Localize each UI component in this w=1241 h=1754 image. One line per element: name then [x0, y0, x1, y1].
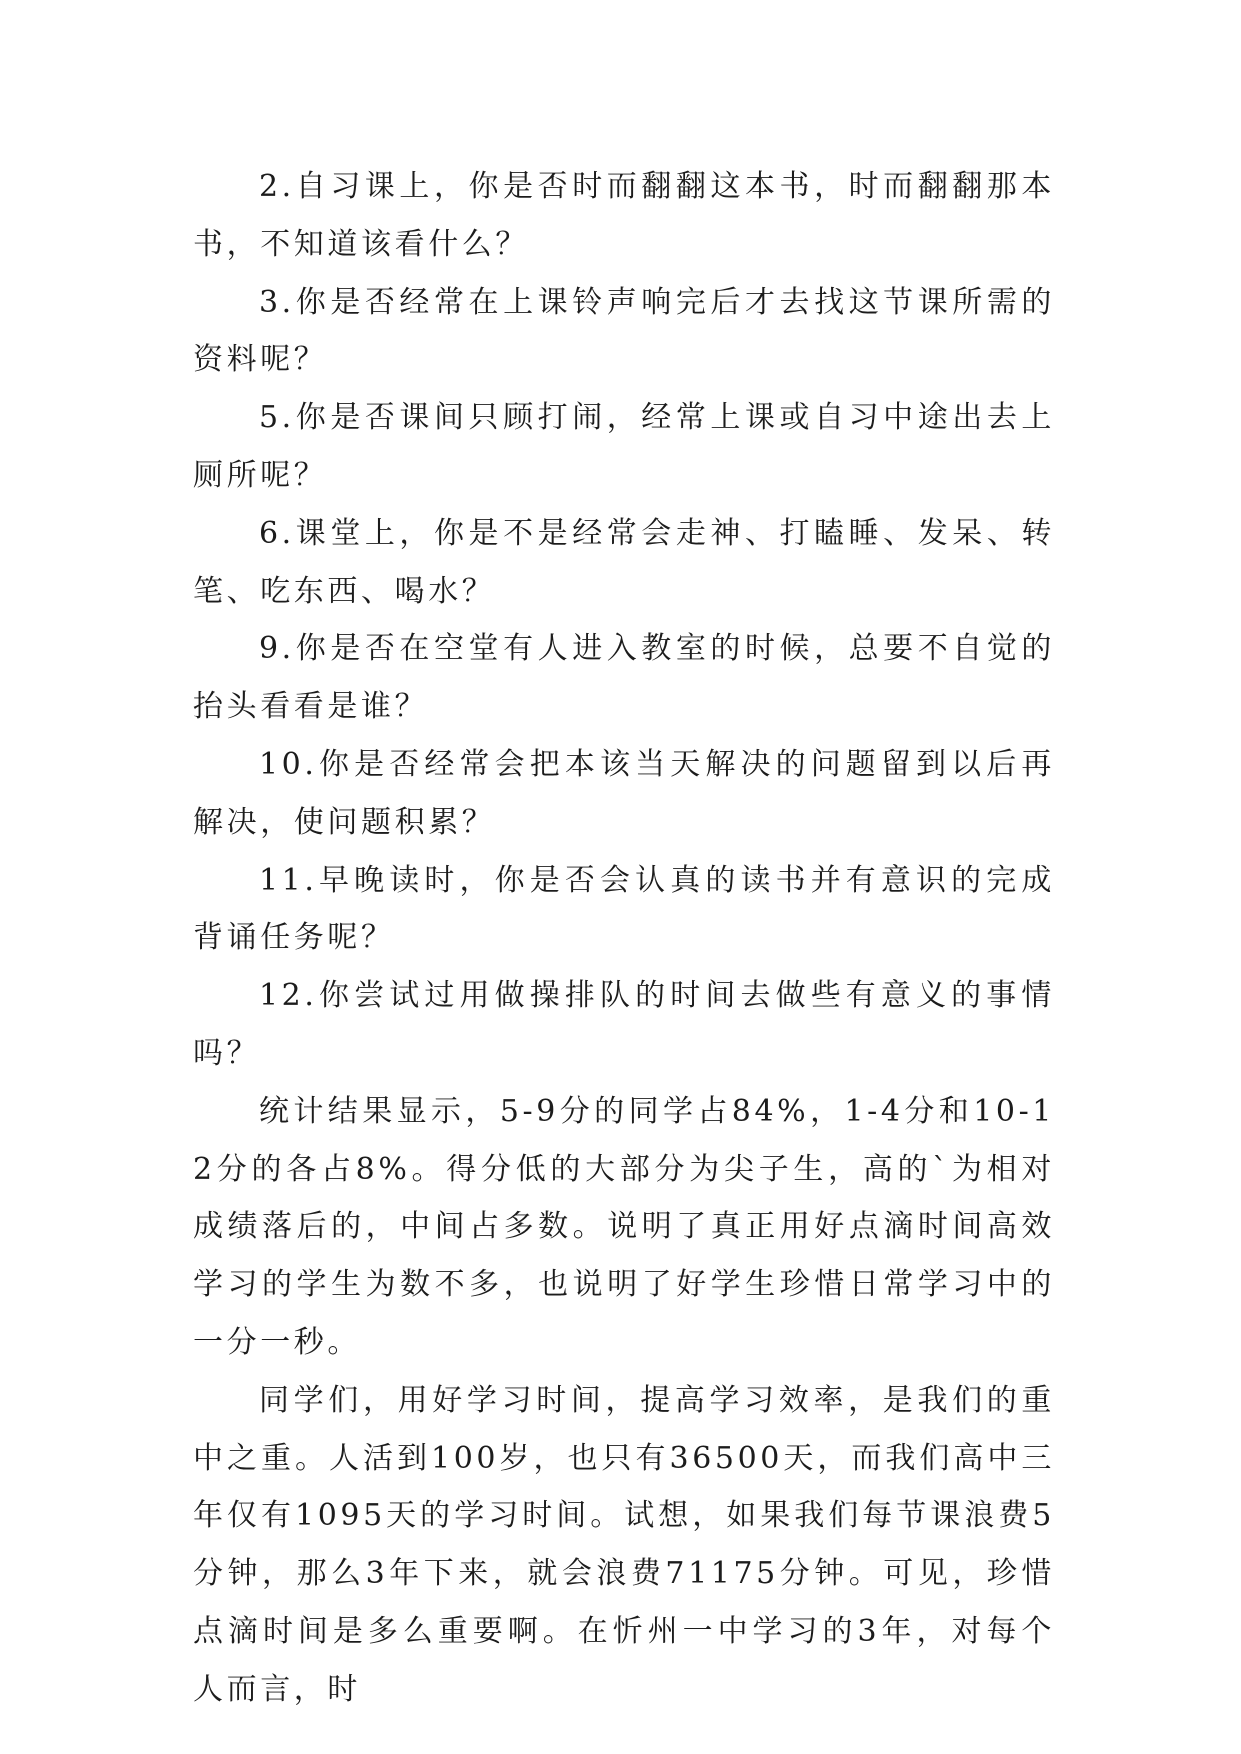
paragraph-question-9: 9.你是否在空堂有人进入教室的时候，总要不自觉的抬头看看是谁？: [193, 631, 1055, 725]
paragraph-statistics-result: 统计结果显示，5-9分的同学占84%，1-4分和10-12分的各占8%。得分低的大部分为尖子生，高的`为相对成绩落后的，中间占多数。说明了真正用好点滴时间高效学习的学生为数不多，也说明了好学生珍惜日常学习中的一分一秒。: [193, 1093, 1055, 1360]
document-body: [193, 158, 1055, 1719]
paragraph-question-6: 6.课堂上，你是不是经常会走神、打瞌睡、发呆、转笔、吃东西、喝水？: [193, 515, 1055, 609]
paragraph-question-5: 5.你是否课间只顾打闹，经常上课或自习中途出去上厕所呢？: [193, 400, 1055, 493]
paragraph-conclusion: 同学们，用好学习时间，提高学习效率，是我们的重中之重。人活到100岁，也只有36500天，而我们高中三年仅有1095天的学习时间。试想，如果我们每节课浪费5分钟，那么3年下来，就会浪费71175分钟。可见，珍惜点滴时间是多么重要啊。在忻州一中学习的3年，对每个人而言，时: [193, 1382, 1055, 1707]
paragraph-question-12: 12.你尝试过用做操排队的时间去做些有意义的事情吗？: [193, 978, 1055, 1071]
paragraph-question-10: 10.你是否经常会把本该当天解决的问题留到以后再解决，使问题积累？: [193, 746, 1055, 840]
paragraph-question-3: 3.你是否经常在上课铃声响完后才去找这节课所需的资料呢？: [193, 284, 1055, 378]
paragraph-question-2: 2.自习课上，你是否时而翻翻这本书，时而翻翻那本书，不知道该看什么？: [193, 169, 1055, 262]
paragraph-question-11: 11.早晚读时，你是否会认真的读书并有意识的完成背诵任务呢？: [193, 862, 1055, 956]
